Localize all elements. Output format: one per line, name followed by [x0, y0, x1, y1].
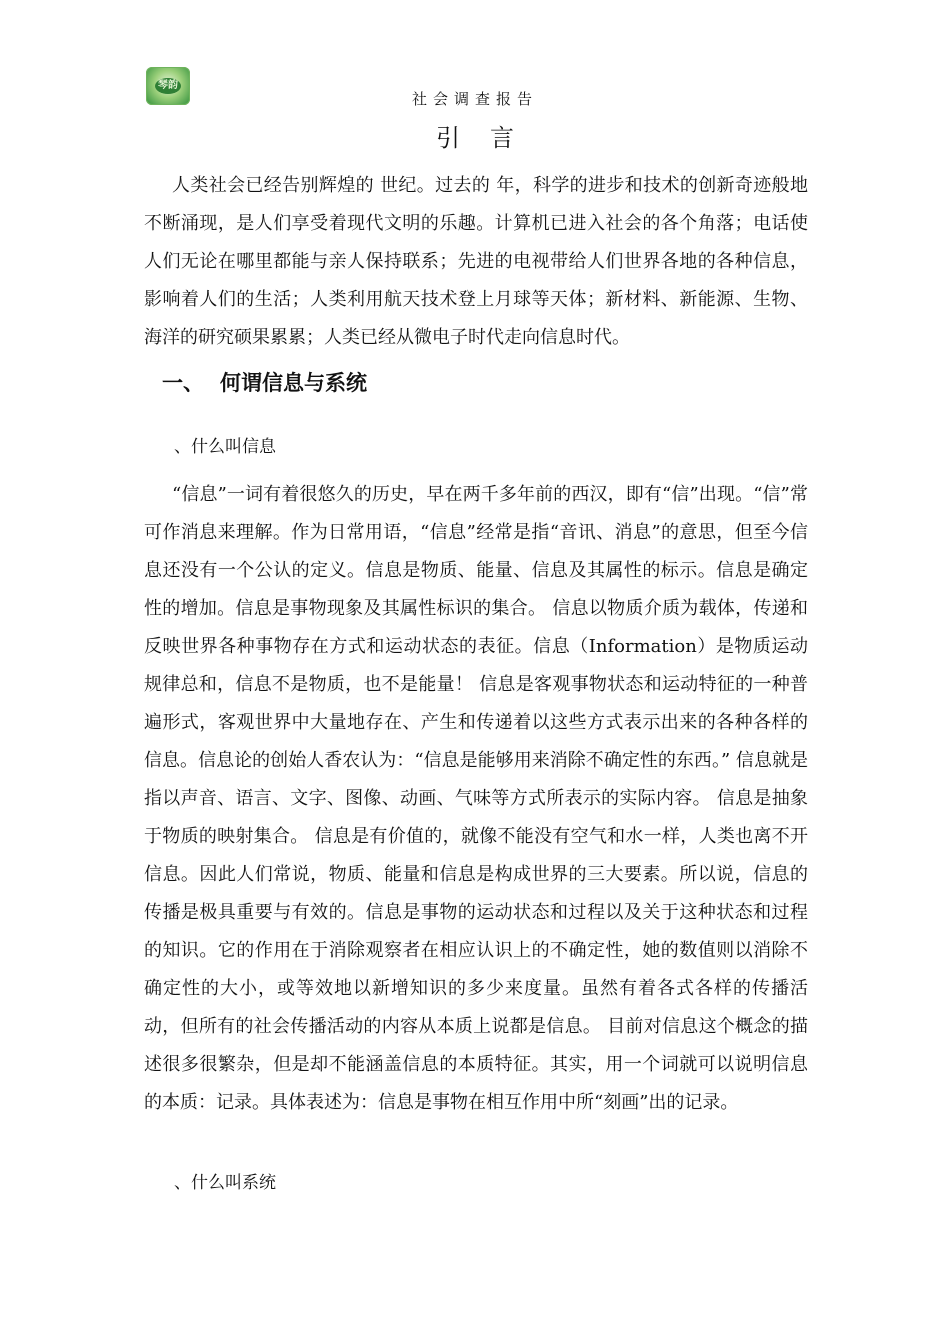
subsection-heading-system: 、什么叫系统: [174, 1173, 276, 1193]
subsection-heading-info: 、什么叫信息: [174, 437, 276, 457]
logo-mark: 琴韵: [155, 78, 181, 94]
section-number: 一、: [162, 370, 204, 395]
section-heading: [162, 367, 367, 397]
intro-paragraph: 人类社会已经告别辉煌的 世纪。过去的 年，科学的进步和技术的创新奇迹般地不断涌现，是人们享受着现代文明的乐趣。计算机已进入社会的各个角落；电话使人们无论在哪里都能与亲人保持联系；先进的电视带给人们世界各地的各种信息，影响着人们的生活；人类利用航天技术登上月球等天体；新材料、新能源、生物、海洋的研究硕果累累；人类已经从微电子时代走向信息时代。: [144, 175, 808, 348]
info-paragraph: “信息”一词有着很悠久的历史，早在两千多年前的西汉，即有“信”出现。“信”常可作消息来理解。作为日常用语，“信息”经常是指“音讯、消息”的意思，但至今信息还没有一个公认的定义。信息是物质、能量、信息及其属性的标示。信息是确定性的增加。信息是事物现象及其属性标识的集合。 信息以物质介质为载体，传递和反映世界各种事物存在方式和运动状态的表征。信息（Information）是物质运动规律总和，信息不是物质，也不是能量！ 信息是客观事物状态和运动特征的一种普遍形式，客观世界中大量地存在、产生和传递着以这些方式表示出来的各种各样的信息。信息论的创始人香农认为：“信息是能够用来消除不确定性的东西。” 信息就是指以声音、语言、文字、图像、动画、气味等方式所表示的实际内容。 信息是抽象于物质的映射集合。 信息是有价值的，就像不能没有空气和水一样，人类也离不开信息。因此人们常说，物质、能量和信息是构成世界的三大要素。所以说，信息的传播是极具重要与有效的。信息是事物的运动状态和过程以及关于这种状态和过程的知识。它的作用在于消除观察者在相应认识上的不确定性，她的数值则以消除不确定性的大小，或等效地以新增知识的多少来度量。虽然有着各式各样的传播活动，但所有的社会传播活动的内容从本质上说都是信息。 目前对信息这个概念的描述很多很繁杂，但是却不能涵盖信息的本质特征。其实，用一个词就可以说明信息的本质：记录。具体表述为：信息是事物在相互作用中所“刻画”出的记录。: [144, 484, 808, 1113]
section-title: 何谓信息与系统: [220, 370, 367, 395]
running-header: 社会调查报告: [411, 90, 538, 108]
page-title: 引言: [436, 124, 544, 152]
